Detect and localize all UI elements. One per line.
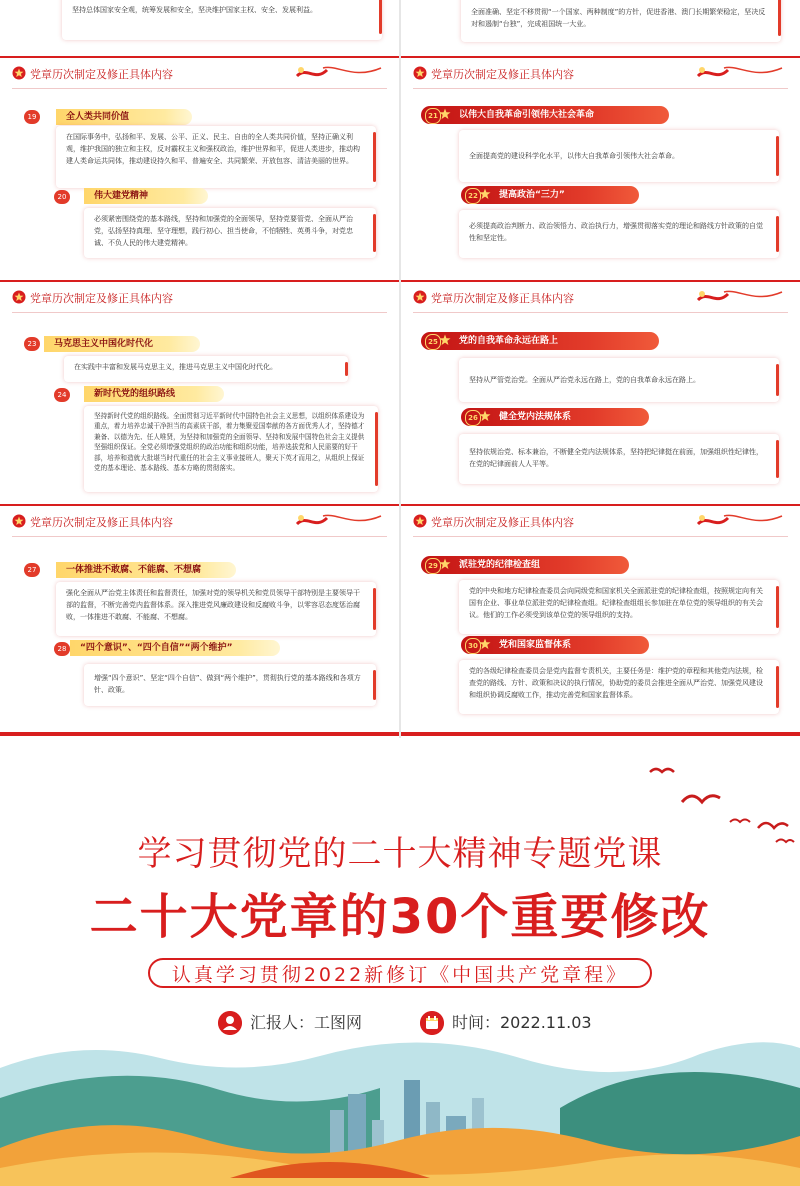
item-number: 29 (425, 558, 441, 574)
party-emblem-icon (413, 66, 427, 80)
item-number: 30 (465, 638, 481, 654)
item-title-banner (421, 106, 669, 124)
item-title: 健全党内法规体系 (499, 412, 572, 422)
slide-header (401, 508, 800, 534)
brand-logo-icon (694, 510, 786, 534)
header-line (413, 536, 788, 537)
item-title: 新时代党的组织路线 (84, 386, 224, 402)
slide-top-right-remnant (401, 0, 800, 56)
item-text-box (56, 126, 376, 188)
header-line (413, 88, 788, 89)
item-title: 马克思主义中国化时代化 (44, 336, 200, 352)
text-box (62, 0, 382, 40)
item-number: 27 (24, 563, 40, 577)
brand-logo-icon (293, 62, 385, 86)
item-text: 在国际事务中，弘扬和平、发展、公平、正义、民主、自由的全人类共同价值，坚持正确义利观，维护我国的独立和主权，反对霸权主义和强权政治，维护世界和平，促进人类进步，推动构建人类命运共同体，推动建设持久和平、普遍安全、共同繁荣、开放包容、清洁美丽的世界。 (66, 133, 360, 165)
item-text-box (64, 356, 348, 382)
item-text-box (84, 406, 378, 492)
item-text: 必须紧密围绕党的基本路线，坚持和加强党的全面领导，坚持党要管党、全面从严治党，弘扬坚持真理、坚守理想，践行初心、担当使命，不怕牺牲、英勇斗争，对党忠诚、不负人民的伟大建党精神。 (94, 215, 353, 247)
item-text: 坚持依规治党、标本兼治，不断健全党内法规体系，坚持把纪律挺在前面，加强组织性纪律性，在党的纪律面前人人平等。 (469, 448, 763, 468)
item-text: 坚持新时代党的组织路线。全面贯彻习近平新时代中国特色社会主义思想，以组织体系建设为重点，着力培养忠诚干净担当的高素质干部，着力集聚爱国奉献的各方面优秀人才，坚持德才兼备、以德为先、任人唯贤，为坚持和加强党的全面领导、坚持和发展中国特色社会主义提供坚强组织保证。全党必须增强党组织的政治功能和组织功能，培养选拔党和人民需要的好干部，培养和造就大批堪当时代重任的社会主义事业接班人，聚天下英才而用之，从组织上保证党的基本理论、基本路线、基本方略的贯彻落实。 (94, 412, 365, 473)
party-emblem-icon (413, 290, 427, 304)
item-title-banner (461, 636, 649, 654)
item-number: 25 (425, 334, 441, 350)
item-number: 24 (54, 388, 70, 402)
slide-title: 党章历次制定及修正具体内容 (431, 292, 574, 305)
slide-items-27-28 (0, 506, 399, 732)
item-number: 22 (465, 188, 481, 204)
brand-logo-icon (293, 510, 385, 534)
party-emblem-icon (12, 66, 26, 80)
slide-items-21-22 (401, 58, 800, 280)
item-text: 在实践中丰富和发展马克思主义，推进马克思主义中国化时代化。 (74, 363, 277, 371)
slide-title: 党章历次制定及修正具体内容 (30, 68, 173, 81)
item-text: 必须提高政治判断力、政治领悟力、政治执行力，增强贯彻落实党的理论和路线方针政策的自觉性和坚定性。 (469, 222, 763, 242)
column-divider (399, 0, 401, 738)
item-number: 28 (54, 642, 70, 656)
star-icon (479, 638, 491, 650)
item-title: 提高政治“三力” (499, 190, 565, 200)
item-text-box (459, 434, 779, 484)
slide-items-29-30 (401, 506, 800, 732)
item-text: 党的中央和地方纪律检查委员会向同级党和国家机关全面派驻党的纪律检查组，按照规定向有关国有企业、事业单位派驻党的纪律检查组。纪律检查组组长参加驻在单位党的领导组织的有关会议。他们的工作必须受到该单位党的领导组织的支持。 (469, 587, 763, 619)
header-line (12, 312, 387, 313)
cover-subtitle: 学习贯彻党的二十大精神专题党课 (137, 834, 663, 874)
landscape-illustration (0, 1028, 800, 1186)
item-title-banner (421, 332, 659, 350)
item-text: 党的各级纪律检查委员会是党内监督专责机关，主要任务是：维护党的章程和其他党内法规，检查党的路线、方针、政策和决议的执行情况，协助党的委员会推进全面从严治党、加强党风建设和组织协调反腐败工作，推动完善党和国家监督体系。 (469, 667, 763, 699)
brand-logo-icon (694, 286, 786, 310)
header-line (413, 312, 788, 313)
item-title: “四个意识”、“四个自信”“两个维护” (70, 640, 280, 656)
item-number: 20 (54, 190, 70, 204)
box-text: 坚持总体国家安全观，统筹发展和安全，坚决维护国家主权、安全、发展利益。 (72, 6, 317, 14)
star-icon (439, 558, 451, 570)
reporter-text: 汇报人：工图网 (250, 1013, 363, 1032)
box-text: 全面准确、坚定不移贯彻“一个国家、两种制度”的方针，促进香港、澳门长期繁荣稳定，坚决反对和遏制“台独”，完成祖国统一大业。 (471, 8, 766, 28)
item-title: 党的自我革命永远在路上 (459, 336, 559, 346)
item-title-banner (461, 186, 639, 204)
brand-logo-icon (694, 62, 786, 86)
slide-header (401, 60, 800, 86)
slide-title: 党章历次制定及修正具体内容 (30, 292, 173, 305)
time-text: 时间：2022.11.03 (452, 1013, 592, 1032)
cover-title: 二十大党章的30个重要修改 (89, 889, 711, 945)
item-title-banner (461, 408, 649, 426)
item-text-box (459, 130, 779, 182)
slide-header (0, 284, 399, 310)
slide-header (0, 60, 399, 86)
slide-items-19-20 (0, 58, 399, 280)
star-icon (479, 188, 491, 200)
item-number: 23 (24, 337, 40, 351)
slide-title: 党章历次制定及修正具体内容 (431, 516, 574, 529)
star-icon (439, 334, 451, 346)
cover-banner: 认真学习贯彻2022新修订《中国共产党章程》 (148, 958, 652, 988)
item-title: 一体推进不敢腐、不能腐、不想腐 (56, 562, 236, 578)
item-title: 全人类共同价值 (56, 109, 192, 125)
header-line (12, 88, 387, 89)
item-text-box (56, 582, 376, 636)
item-text: 增强“四个意识”、坚定“四个自信”、做到“两个维护”，贯彻执行党的基本路线和各项方针、政策。 (94, 674, 361, 694)
party-emblem-icon (413, 514, 427, 528)
item-number: 19 (24, 110, 40, 124)
item-title: 伟大建党精神 (84, 188, 208, 204)
party-emblem-icon (12, 514, 26, 528)
star-icon (439, 108, 451, 120)
item-text-box (84, 664, 376, 706)
item-title: 派驻党的纪律检查组 (459, 560, 541, 570)
slide-title: 党章历次制定及修正具体内容 (431, 68, 574, 81)
item-text-box (459, 580, 779, 634)
slide-top-left-remnant (0, 0, 399, 56)
party-emblem-icon (12, 290, 26, 304)
cover-slide (0, 738, 800, 1186)
item-text: 全面提高党的建设科学化水平，以伟大自我革命引领伟大社会革命。 (469, 152, 679, 160)
item-text: 强化全面从严治党主体责任和监督责任，加强对党的领导机关和党员领导干部特别是主要领导干部的监督，不断完善党内监督体系。深入推进党风廉政建设和反腐败斗争，以零容忍态度惩治腐败，一体推进不敢腐、不能腐、不想腐。 (66, 589, 360, 621)
item-text-box (84, 208, 376, 258)
text-box (461, 0, 781, 42)
item-title: 以伟大自我革命引领伟大社会革命 (459, 110, 595, 120)
item-text-box (459, 660, 779, 714)
item-text-box (459, 210, 779, 258)
item-number: 21 (425, 108, 441, 124)
item-text-box (459, 358, 779, 402)
star-icon (479, 410, 491, 422)
slide-header (0, 508, 399, 534)
slide-items-25-26 (401, 282, 800, 504)
item-title-banner (421, 556, 629, 574)
slide-items-23-24 (0, 282, 399, 504)
slide-title: 党章历次制定及修正具体内容 (30, 516, 173, 529)
item-number: 26 (465, 410, 481, 426)
item-title: 党和国家监督体系 (499, 640, 572, 650)
header-line (12, 536, 387, 537)
slide-header (401, 284, 800, 310)
item-text: 坚持从严管党治党。全面从严治党永远在路上，党的自我革命永远在路上。 (469, 376, 700, 384)
